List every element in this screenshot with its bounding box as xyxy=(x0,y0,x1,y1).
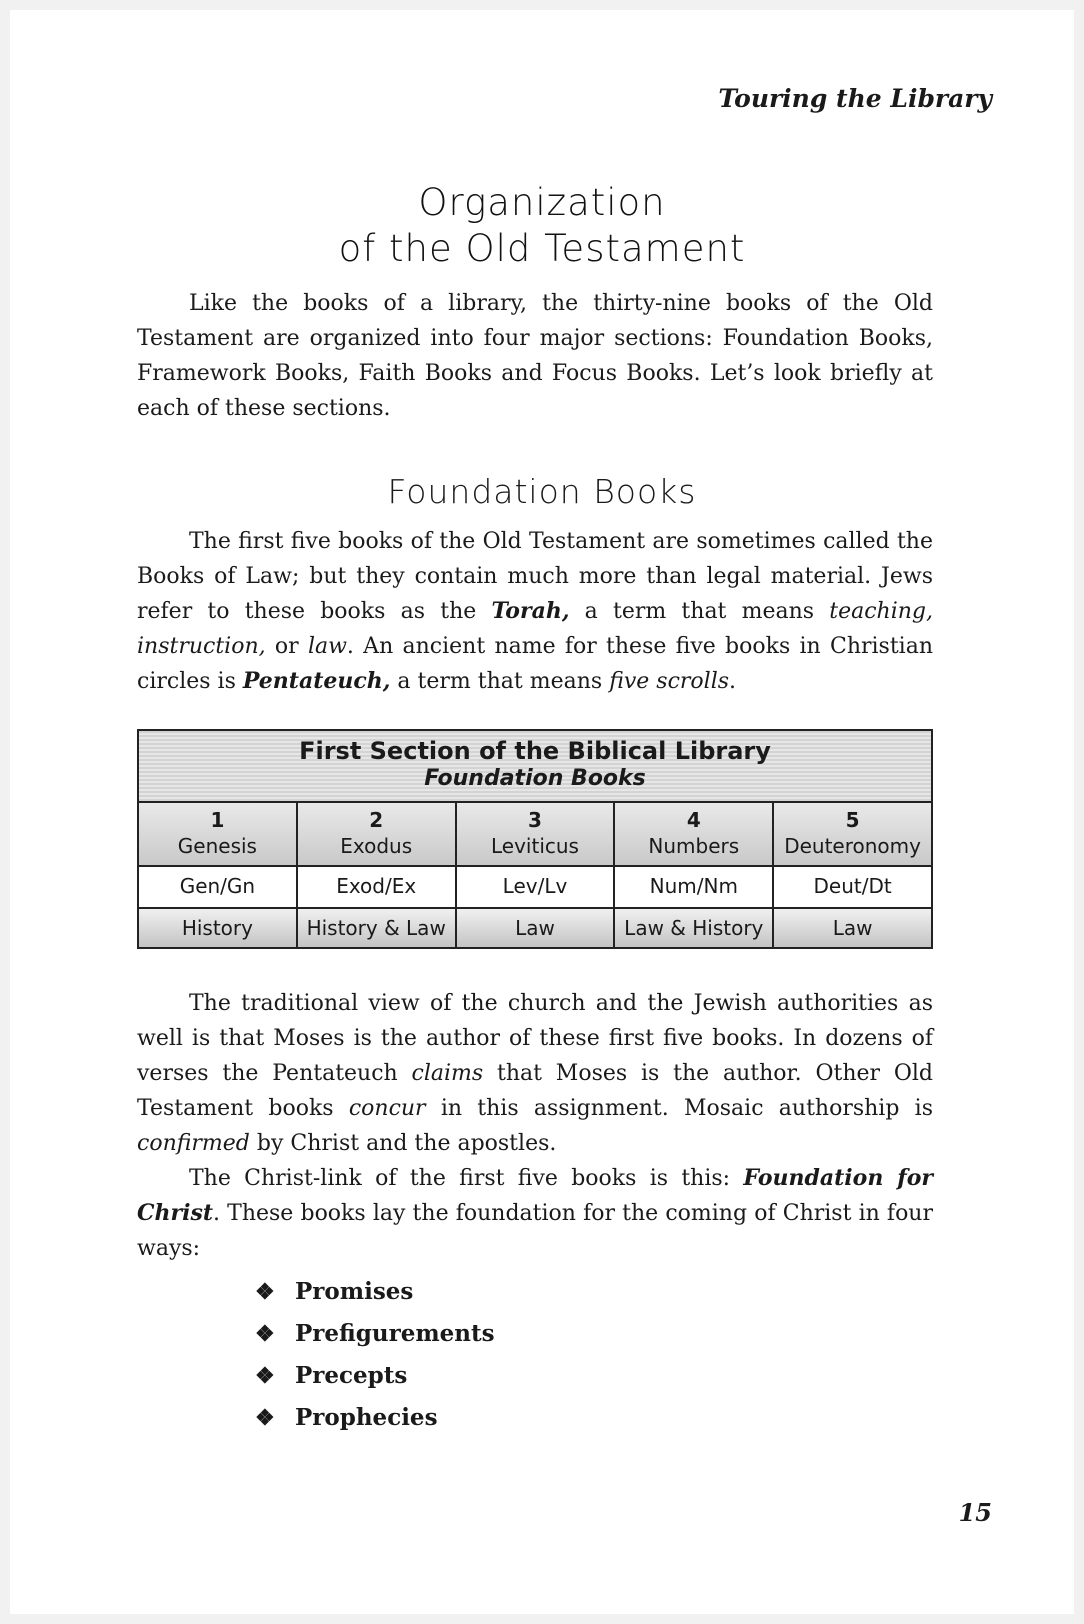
page-title xyxy=(0,180,1084,272)
diamond-bullet-icon: ❖ xyxy=(255,1363,275,1389)
book-cell xyxy=(298,803,457,865)
book-number: 3 xyxy=(528,808,542,832)
authorship-paragraph xyxy=(137,986,933,1161)
category-cell: Law xyxy=(457,909,616,947)
table-row-categories xyxy=(139,909,931,947)
text-run: The first five books of the Old Testament are sometimes called the Books of Law; but they contain much more than legal material. Jews refer to these books as the xyxy=(137,529,933,624)
text-run: or xyxy=(265,634,308,659)
term-foundation-for-christ: Foundation for Christ xyxy=(137,1165,934,1226)
christ-link-paragraph xyxy=(137,1161,933,1266)
foundation-books-table xyxy=(137,729,933,949)
table-row-abbreviations xyxy=(139,867,931,909)
text-run: . An ancient name for these five books in Christian circles is xyxy=(137,634,933,694)
book-cell xyxy=(615,803,774,865)
book-name: Deuteronomy xyxy=(784,834,921,858)
list-item-label: Prefigurements xyxy=(295,1320,495,1347)
intro-paragraph xyxy=(137,286,933,426)
list-item-label: Prophecies xyxy=(295,1404,438,1431)
foundation-paragraph xyxy=(137,524,933,699)
section-heading: Foundation Books xyxy=(387,472,697,511)
abbr-cell: Deut/Dt xyxy=(774,867,931,907)
category-cell: Law & History xyxy=(615,909,774,947)
term-teaching: teaching, instruction, xyxy=(137,599,933,659)
bullet-list xyxy=(255,1271,495,1439)
term-law: law xyxy=(307,634,347,659)
abbr-cell: Num/Nm xyxy=(615,867,774,907)
book-number: 5 xyxy=(845,808,860,832)
running-header: Touring the Library xyxy=(718,84,992,113)
text-run: The traditional view of the church and the Jewish authorities as well is that Moses is the author of these first five books. In dozens of verses the Pentateuch xyxy=(137,991,933,1086)
text-run: . xyxy=(729,669,737,694)
book-name: Numbers xyxy=(648,834,740,858)
abbr-cell: Exod/Ex xyxy=(298,867,457,907)
page-title-line-1: Organization xyxy=(418,181,666,224)
book-cell xyxy=(457,803,616,865)
list-item xyxy=(255,1313,495,1355)
category-cell: History & Law xyxy=(298,909,457,947)
abbr-cell: Gen/Gn xyxy=(139,867,298,907)
abbr-cell: Lev/Lv xyxy=(457,867,616,907)
term-torah: Torah, xyxy=(491,598,570,624)
table-row-books xyxy=(139,803,931,867)
text-run: . These books lay the foundation for the coming of Christ in four ways: xyxy=(137,1201,933,1261)
diamond-bullet-icon: ❖ xyxy=(255,1405,275,1431)
text-run: that Moses is the author. Other Old Testament books xyxy=(137,1061,933,1121)
table-header xyxy=(139,731,931,803)
text-run: a term that means xyxy=(569,599,830,624)
list-item xyxy=(255,1397,495,1439)
book-cell xyxy=(139,803,298,865)
list-item xyxy=(255,1355,495,1397)
list-item xyxy=(255,1271,495,1313)
list-item-label: Precepts xyxy=(295,1362,408,1389)
term-confirmed: confirmed xyxy=(137,1131,250,1156)
book-cell xyxy=(774,803,931,865)
book-name: Genesis xyxy=(177,834,257,858)
book-name: Exodus xyxy=(340,834,413,858)
text-run: by Christ and the apostles. xyxy=(249,1131,557,1156)
text-run: a term that means xyxy=(390,669,610,694)
category-cell: Law xyxy=(774,909,931,947)
text-run: in this assignment. Mosaic authorship is xyxy=(425,1096,933,1121)
term-concur: concur xyxy=(348,1096,426,1121)
book-name: Leviticus xyxy=(491,834,579,858)
book-number: 1 xyxy=(210,808,225,832)
table-subtitle: Foundation Books xyxy=(424,766,646,791)
diamond-bullet-icon: ❖ xyxy=(255,1279,275,1305)
term-claims: claims xyxy=(411,1061,484,1086)
intro-text: Like the books of a library, the thirty-nine books of the Old Testament are organized into four major sections: Foundation Books, Framework Books, Faith Books and Focus Books. Let’s look briefly at each of these sections. xyxy=(137,291,933,421)
diamond-bullet-icon: ❖ xyxy=(255,1321,275,1347)
book-number: 2 xyxy=(369,808,384,832)
page-number: 15 xyxy=(958,1498,992,1527)
term-five-scrolls: five scrolls xyxy=(609,669,730,694)
category-cell: History xyxy=(139,909,298,947)
list-item-label: Promises xyxy=(295,1278,414,1305)
table-title: First Section of the Biblical Library xyxy=(299,737,771,765)
book-number: 4 xyxy=(686,808,701,832)
page-title-line-2: of the Old Testament xyxy=(338,227,746,270)
text-run: The Christ-link of the first five books is this: xyxy=(189,1166,744,1191)
term-pentateuch: Pentateuch, xyxy=(242,668,391,694)
